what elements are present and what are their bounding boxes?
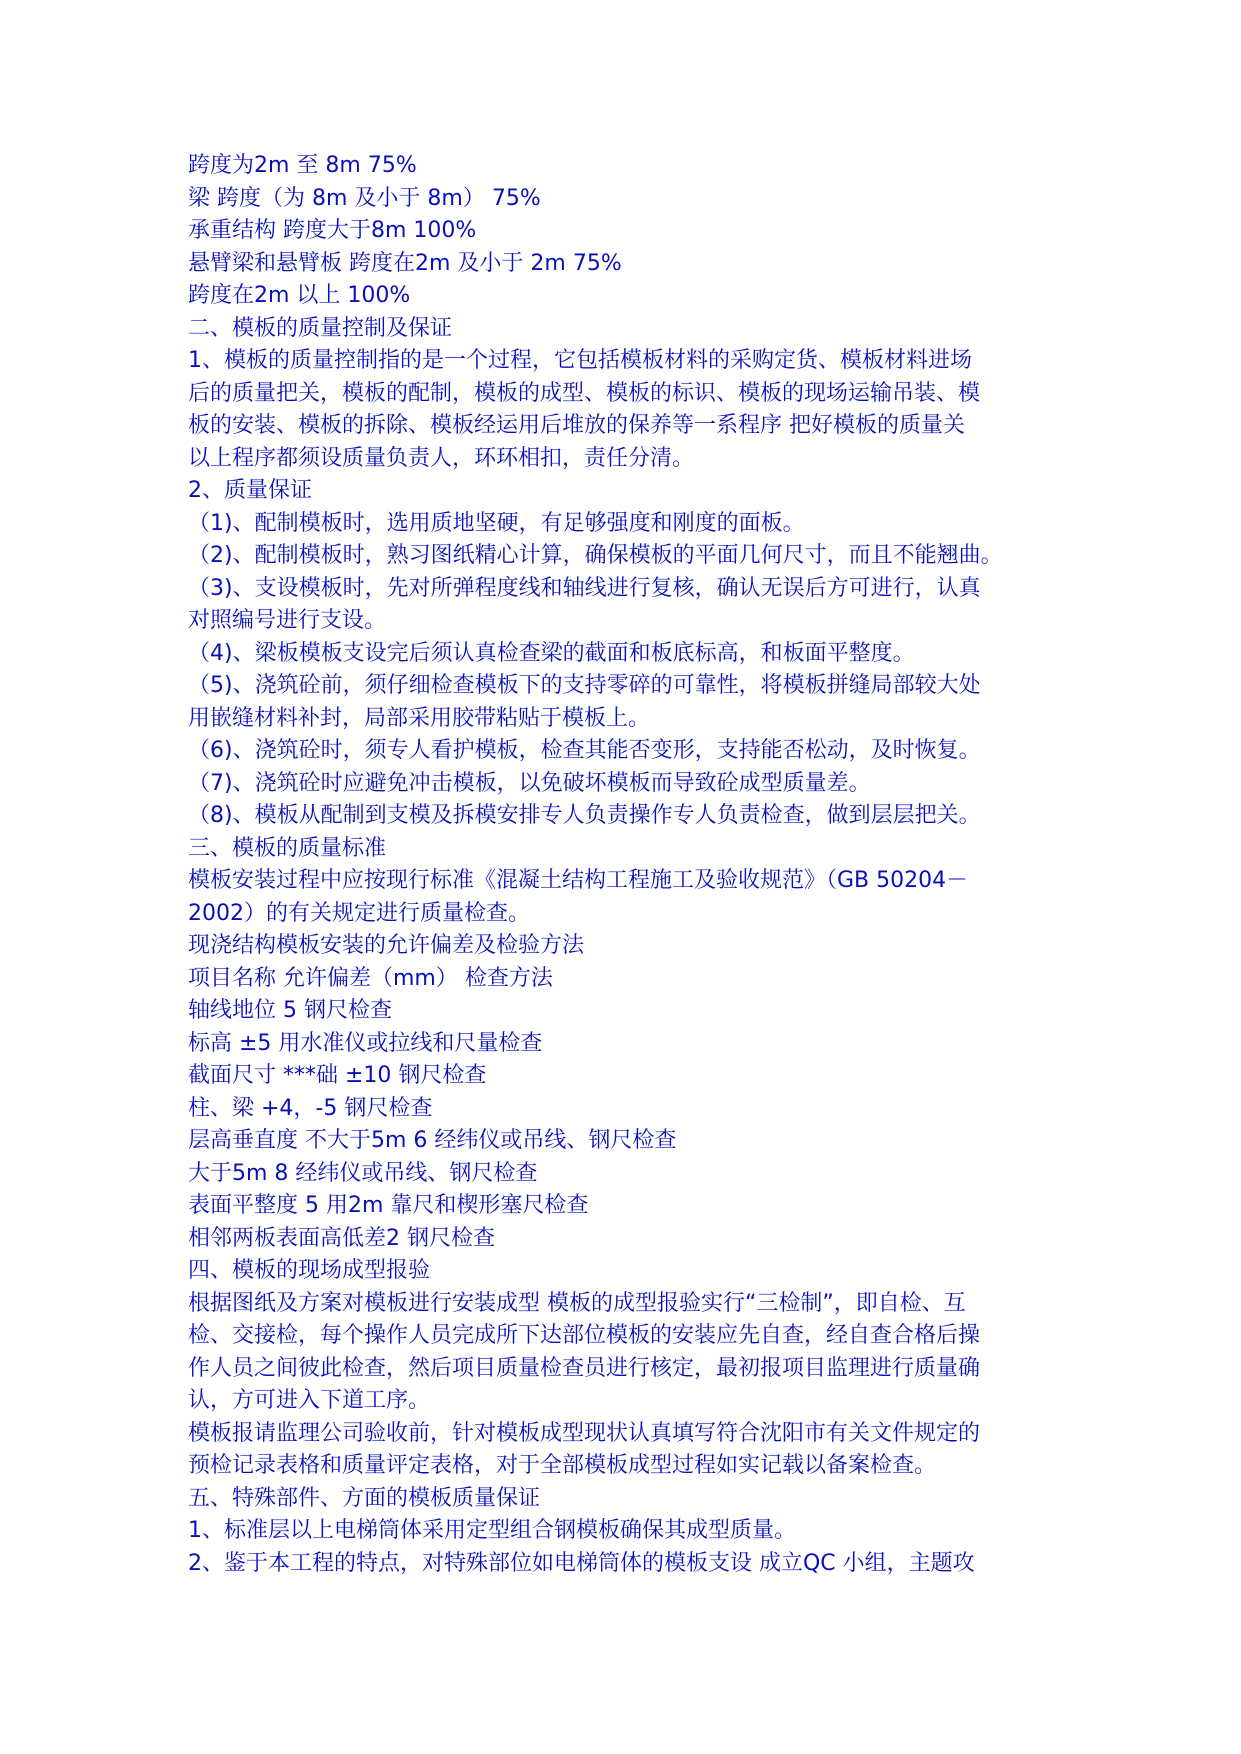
text-line: 后的质量把关，模板的配制，模板的成型、模板的标识、模板的现场运输吊装、模 xyxy=(188,380,981,406)
text-line: 认，方可进入下道工序。 xyxy=(188,1388,431,1413)
text-line: 梁 跨度（为 8m 及小于 8m） 75% xyxy=(188,185,541,211)
text-line: （4)、梁板模板支设完后须认真检查梁的截面和板底标高，和板面平整度。 xyxy=(188,640,915,666)
text-line: 大于5m 8 经纬仪或吊线、钢尺检查 xyxy=(188,1160,538,1186)
text-line: 承重结构 跨度大于8m 100% xyxy=(188,218,477,243)
text-line: 表面平整度 5 用2m 靠尺和楔形塞尺检查 xyxy=(188,1193,589,1218)
text-line: 现浇结构模板安装的允许偏差及检验方法 xyxy=(188,933,585,958)
text-line: 相邻两板表面高低差2 钢尺检查 xyxy=(188,1225,495,1251)
text-line: 根据图纸及方案对模板进行安装成型 模板的成型报验实行“三检制”，即自检、互 xyxy=(188,1290,966,1316)
subsection-heading: 2、质量保证 xyxy=(188,478,312,503)
text-line: （3)、支设模板时，先对所弹程度线和轴线进行复核，确认无误后方可进行，认真 xyxy=(188,575,981,601)
text-line: 2、鉴于本工程的特点，对特殊部位如电梯筒体的模板支设 成立QC 小组，主题攻 xyxy=(188,1550,975,1576)
text-line: 跨度在2m 以上 100% xyxy=(188,283,411,308)
text-line: 作人员之间彼此检查，然后项目质量检查员进行核定，最初报项目监理进行质量确 xyxy=(188,1355,981,1381)
text-line: （7)、浇筑砼时应避免冲击模板，以免破坏模板而导致砼成型质量差。 xyxy=(188,770,871,796)
text-line: 标高 ±5 用水准仪或拉线和尺量检查 xyxy=(188,1030,543,1056)
text-line: 柱、梁 +4，-5 钢尺检查 xyxy=(188,1095,433,1121)
text-line: 截面尺寸 ***础 ±10 钢尺检查 xyxy=(188,1063,487,1088)
document-body xyxy=(188,150,1088,1580)
text-line: （5)、浇筑砼前，须仔细检查模板下的支持零碎的可靠性，将模板拼缝局部较大处 xyxy=(188,673,981,698)
text-line: 模板安装过程中应按现行标准《混凝土结构工程施工及验收规范》（GB 50204－ xyxy=(188,868,969,893)
text-line: （2)、配制模板时，熟习图纸精心计算，确保模板的平面几何尺寸，而且不能翘曲。 xyxy=(188,543,1003,568)
section-heading: 四、模板的现场成型报验 xyxy=(188,1258,431,1283)
text-line: 轴线地位 5 钢尺检查 xyxy=(188,998,392,1023)
text-line: 检、交接检，每个操作人员完成所下达部位模板的安装应先自查，经自查合格后操 xyxy=(188,1323,981,1348)
text-line: 项目名称 允许偏差（mm） 检查方法 xyxy=(188,965,553,991)
text-line: 2002）的有关规定进行质量检查。 xyxy=(188,900,530,926)
text-line: 层高垂直度 不大于5m 6 经纬仪或吊线、钢尺检查 xyxy=(188,1128,677,1153)
text-line: 跨度为2m 至 8m 75% xyxy=(188,153,417,178)
text-line: （6)、浇筑砼时，须专人看护模板，检查其能否变形，支持能否松动，及时恢复。 xyxy=(188,738,981,763)
text-line: （8)、模板从配制到支模及拆模安排专人负责操作专人负责检查，做到层层把关。 xyxy=(188,803,981,828)
text-line: （1)、配制模板时，选用质地坚硬，有足够强度和刚度的面板。 xyxy=(188,510,805,536)
section-heading: 二、模板的质量控制及保证 xyxy=(188,315,453,341)
text-line: 预检记录表格和质量评定表格，对于全部模板成型过程如实记载以备案检查。 xyxy=(188,1453,937,1478)
section-heading: 三、模板的质量标准 xyxy=(188,835,387,861)
text-line: 1、标准层以上电梯筒体采用定型组合钢模板确保其成型质量。 xyxy=(188,1518,796,1543)
text-line: 以上程序都须设质量负责人，环环相扣，责任分清。 xyxy=(188,445,695,471)
section-heading: 五、特殊部件、方面的模板质量保证 xyxy=(188,1485,541,1511)
text-line: 板的安装、模板的拆除、模板经运用后堆放的保养等一系程序 把好模板的质量关 xyxy=(188,413,965,438)
text-line: 对照编号进行支设。 xyxy=(188,608,387,633)
text-line: 模板报请监理公司验收前，针对模板成型现状认真填写符合沈阳市有关文件规定的 xyxy=(188,1420,981,1446)
text-line: 用嵌缝材料补封，局部采用胶带粘贴于模板上。 xyxy=(188,705,651,731)
text-line: 悬臂梁和悬臂板 跨度在2m 及小于 2m 75% xyxy=(188,250,622,276)
text-line: 1、模板的质量控制指的是一个过程，它包括模板材料的采购定货、模板材料进场 xyxy=(188,348,972,373)
